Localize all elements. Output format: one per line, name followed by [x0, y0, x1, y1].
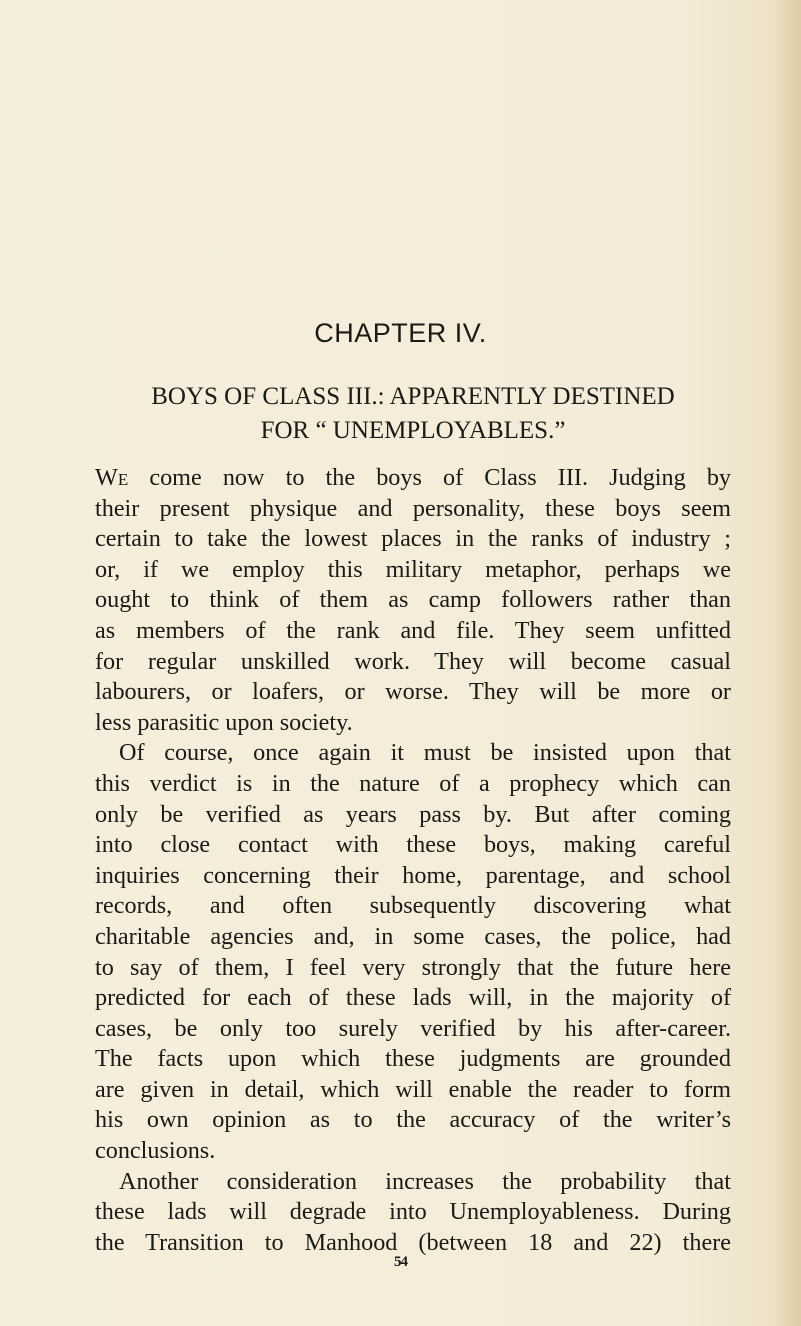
text-line: records, and often subsequently discovering what — [95, 892, 731, 920]
text-line: their present physique and personality, these boys seem — [95, 494, 731, 522]
drop-word: We — [95, 464, 129, 491]
text-line: The facts upon which these judgments are grounded — [95, 1045, 731, 1073]
text-line: his own opinion as to the accuracy of the writer’s — [95, 1106, 731, 1134]
text-line: as members of the rank and file. They seem unfitted — [95, 616, 731, 644]
text-line: this verdict is in the nature of a prophecy which can — [95, 769, 731, 797]
body-text — [95, 463, 731, 1258]
text-line: only be verified as years pass by. But after coming — [95, 800, 731, 828]
text-line: labourers, or loafers, or worse. They will be more or — [95, 678, 731, 706]
chapter-subtitle — [95, 380, 731, 448]
text-line-rest: come now to the boys of Class III. Judging by — [149, 464, 732, 491]
page-edge-shadow — [775, 0, 801, 1326]
text-line: the Transition to Manhood (between 18 and 22) there — [95, 1228, 731, 1256]
text-line: or, if we employ this military metaphor, perhaps we — [95, 555, 731, 583]
text-line: inquiries concerning their home, parentage, and school — [95, 861, 731, 889]
subtitle-line: FOR “ UNEMPLOYABLES.” — [260, 417, 566, 444]
text-line: predicted for each of these lads will, in the majority of — [95, 984, 731, 1012]
page-number: 54 — [394, 1254, 407, 1270]
text-line: conclusions. — [95, 1137, 216, 1165]
text-line: charitable agencies and, in some cases, the police, had — [95, 922, 731, 950]
text-line: into close contact with these boys, making careful — [95, 831, 731, 859]
text-line: these lads will degrade into Unemployableness. During — [95, 1198, 731, 1226]
text-line: are given in detail, which will enable the reader to form — [95, 1075, 731, 1103]
text-line: Another consideration increases the probability that — [119, 1167, 731, 1195]
subtitle-line: BOYS OF CLASS III.: APPARENTLY DESTINED — [151, 383, 675, 410]
text-line: for regular unskilled work. They will become casual — [95, 647, 731, 675]
text-line: ought to think of them as camp followers rather than — [95, 586, 731, 614]
chapter-heading: CHAPTER IV. — [314, 318, 487, 348]
text-line: certain to take the lowest places in the ranks of industry ; — [95, 525, 731, 553]
text-line: cases, be only too surely verified by his after-career. — [95, 1014, 731, 1042]
text-line — [95, 463, 731, 494]
text-line: to say of them, I feel very strongly that the future here — [95, 953, 731, 981]
text-line: Of course, once again it must be insisted upon that — [119, 739, 731, 767]
text-line: less parasitic upon society. — [95, 708, 353, 736]
